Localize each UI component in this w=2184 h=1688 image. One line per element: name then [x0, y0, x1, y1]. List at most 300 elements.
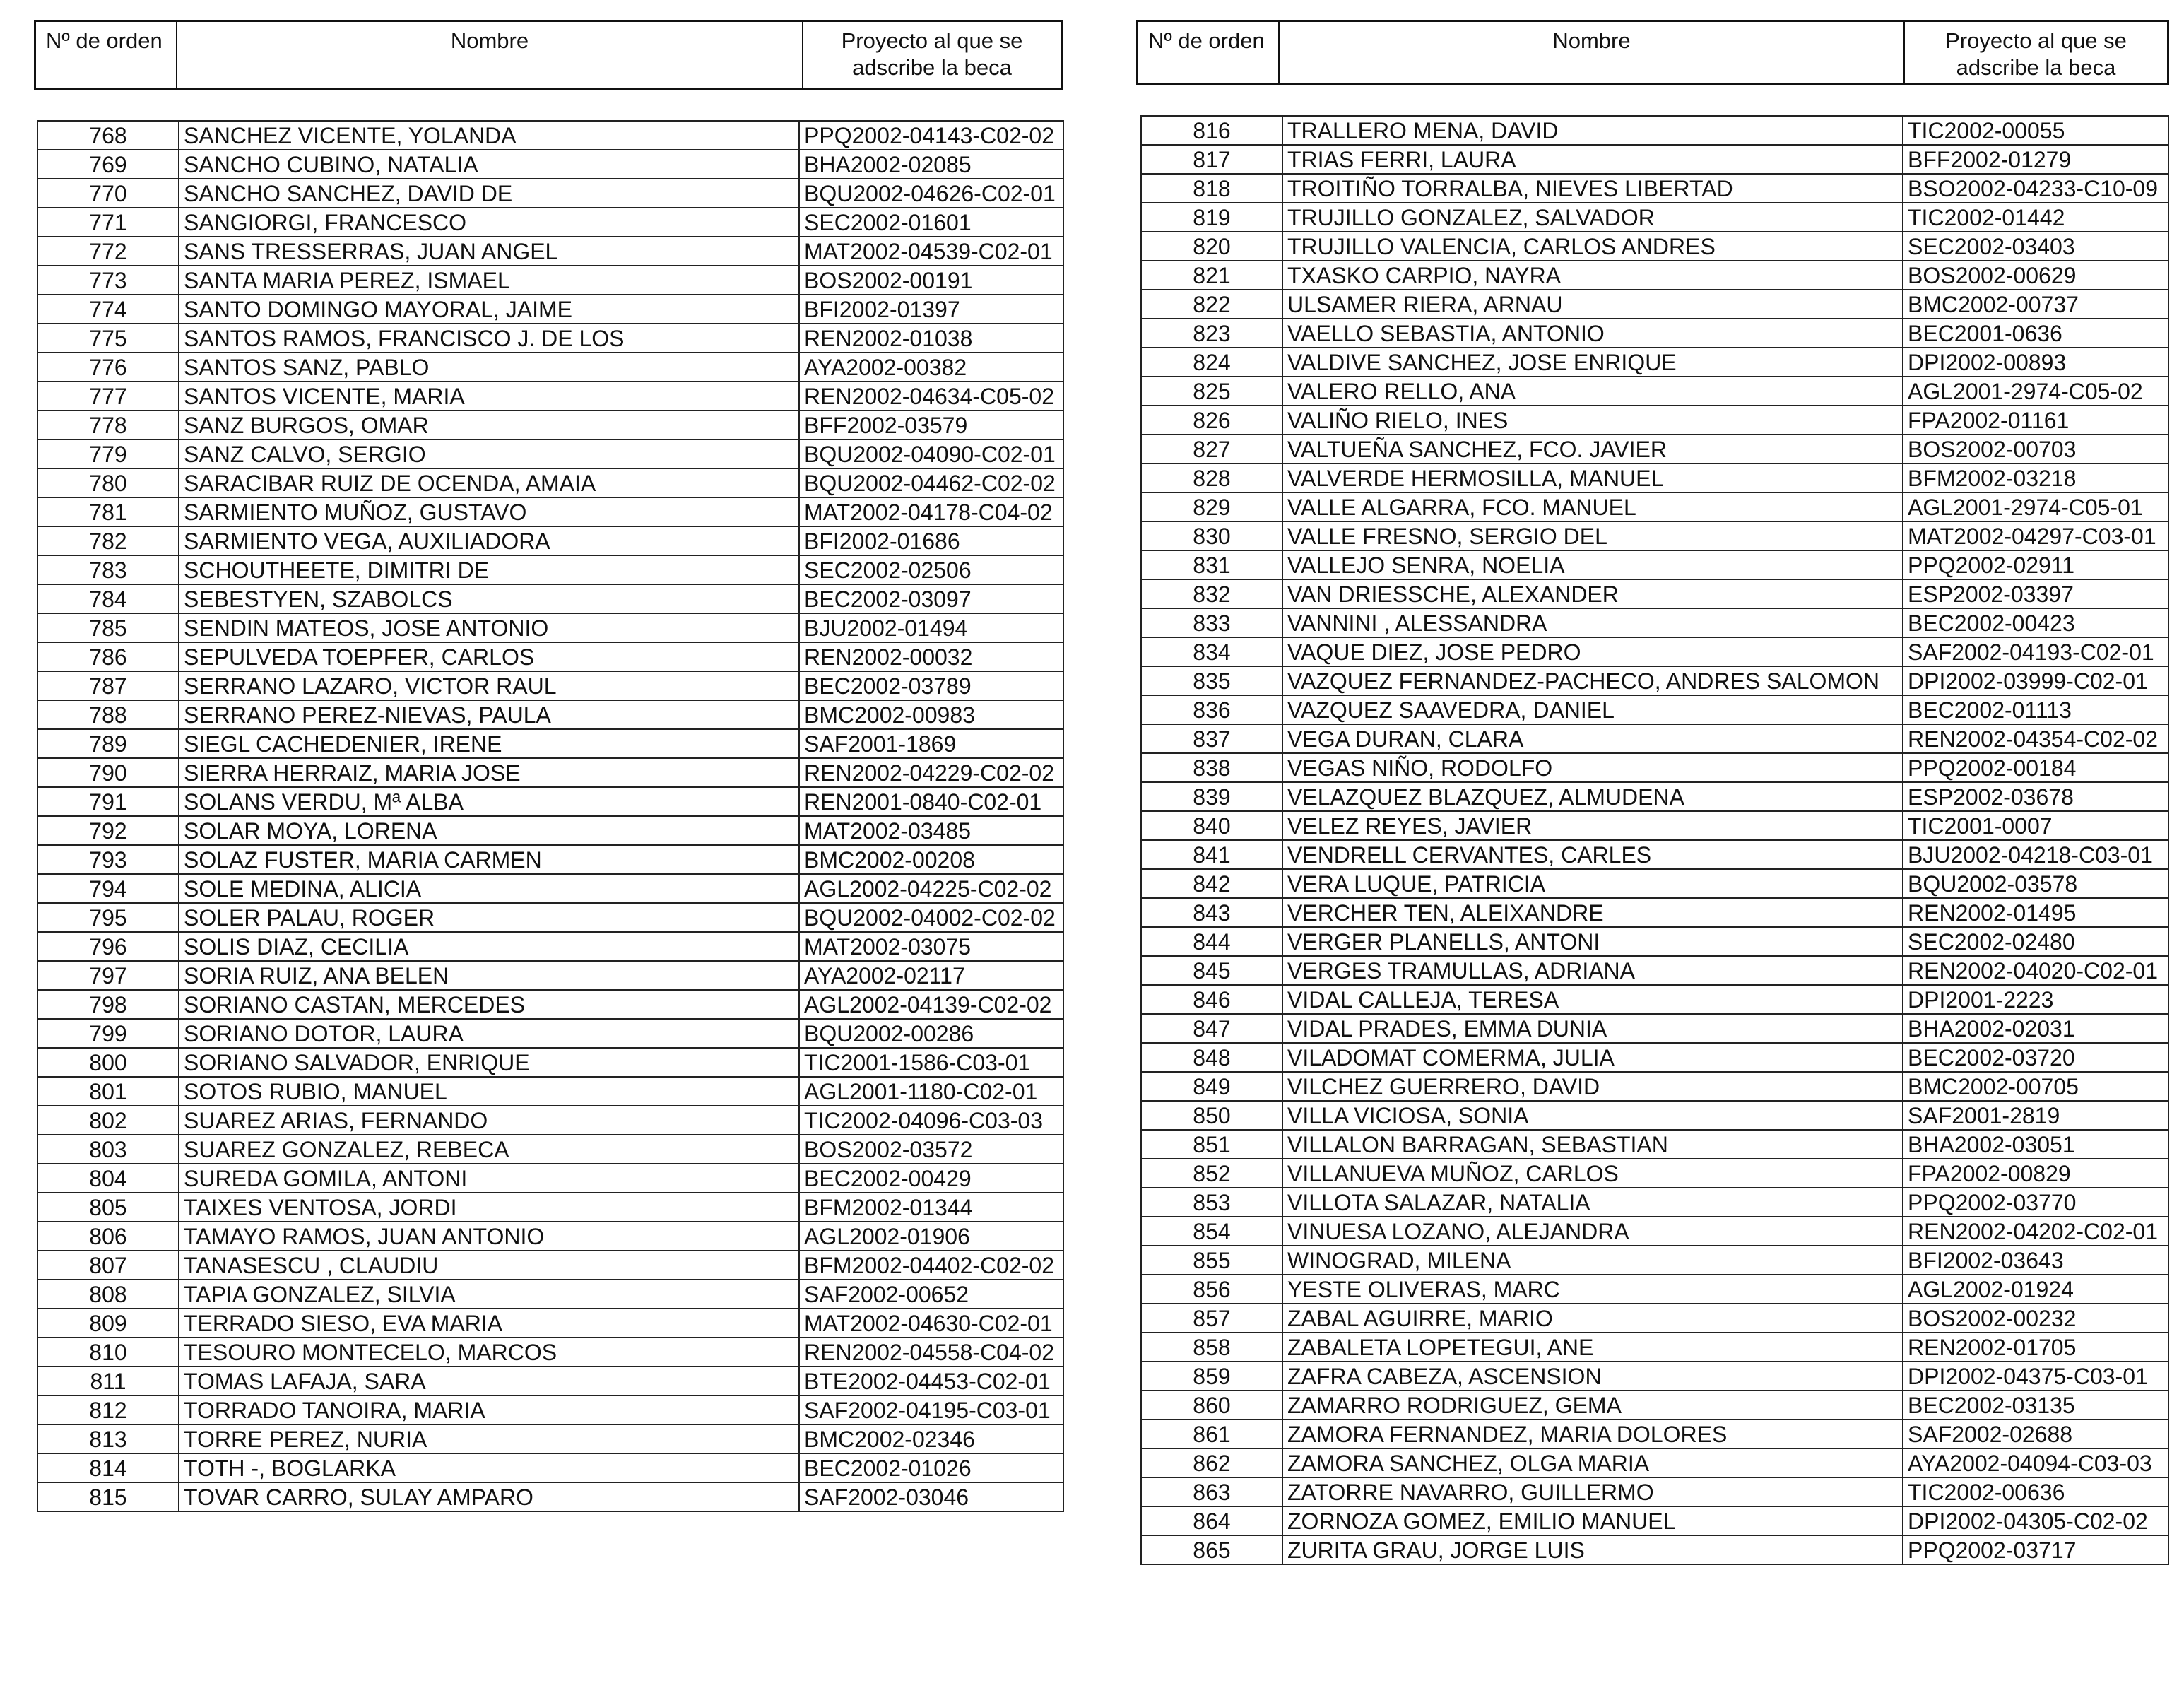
row-nombre: SANCHEZ VICENTE, YOLANDA [179, 121, 799, 150]
row-nombre: ZAMORA SANCHEZ, OLGA MARIA [1282, 1448, 1903, 1477]
table-row [37, 382, 1063, 411]
row-proyecto: MAT2002-04630-C02-01 [799, 1309, 1063, 1338]
row-proyecto: ESP2002-03678 [1903, 782, 2168, 811]
row-nombre: SIERRA HERRAIZ, MARIA JOSE [179, 758, 799, 787]
row-orden: 863 [1141, 1477, 1282, 1506]
row-proyecto: BEC2002-00423 [1903, 608, 2168, 637]
row-nombre: VALLE ALGARRA, FCO. MANUEL [1282, 492, 1903, 521]
header-orden: Nº de orden [1138, 22, 1280, 83]
row-nombre: TORRE PEREZ, NURIA [179, 1424, 799, 1453]
row-orden: 847 [1141, 1014, 1282, 1043]
row-orden: 786 [37, 642, 179, 671]
row-proyecto: PPQ2002-04143-C02-02 [799, 121, 1063, 150]
table-row [37, 1367, 1063, 1395]
row-proyecto: TIC2002-00636 [1903, 1477, 2168, 1506]
row-orden: 816 [1141, 116, 1282, 145]
table-row [37, 555, 1063, 584]
row-nombre: SORIANO CASTAN, MERCEDES [179, 990, 799, 1019]
row-nombre: VILADOMAT COMERMA, JULIA [1282, 1043, 1903, 1072]
table-row [1141, 1304, 2168, 1333]
row-nombre: ZAMORA FERNANDEZ, MARIA DOLORES [1282, 1420, 1903, 1448]
row-proyecto: BMC2002-00705 [1903, 1072, 2168, 1101]
row-orden: 834 [1141, 637, 1282, 666]
row-proyecto: SAF2001-1869 [799, 729, 1063, 758]
table-row [1141, 1391, 2168, 1420]
table-row [37, 1482, 1063, 1511]
row-proyecto: BMC2002-00737 [1903, 290, 2168, 319]
row-orden: 820 [1141, 232, 1282, 261]
table-row [1141, 1130, 2168, 1159]
row-orden: 857 [1141, 1304, 1282, 1333]
row-orden: 858 [1141, 1333, 1282, 1362]
row-orden: 770 [37, 179, 179, 208]
row-proyecto: SEC2002-02480 [1903, 927, 2168, 956]
table-row [37, 266, 1063, 295]
row-proyecto: FPA2002-00829 [1903, 1159, 2168, 1188]
row-nombre: VILLA VICIOSA, SONIA [1282, 1101, 1903, 1130]
row-nombre: ZATORRE NAVARRO, GUILLERMO [1282, 1477, 1903, 1506]
row-proyecto: BFI2002-01686 [799, 526, 1063, 555]
row-nombre: VALVERDE HERMOSILLA, MANUEL [1282, 464, 1903, 492]
table-row [37, 439, 1063, 468]
row-orden: 806 [37, 1222, 179, 1251]
row-proyecto: BFM2002-03218 [1903, 464, 2168, 492]
row-nombre: VALTUEÑA SANCHEZ, FCO. JAVIER [1282, 435, 1903, 464]
row-nombre: VAZQUEZ FERNANDEZ-PACHECO, ANDRES SALOMON [1282, 666, 1903, 695]
table-row [1141, 1014, 2168, 1043]
row-proyecto: BQU2002-04090-C02-01 [799, 439, 1063, 468]
row-proyecto: BQU2002-04002-C02-02 [799, 903, 1063, 932]
table-row [1141, 406, 2168, 435]
row-proyecto: AGL2001-2974-C05-02 [1903, 377, 2168, 406]
table-row [1141, 840, 2168, 869]
row-proyecto: BFI2002-03643 [1903, 1246, 2168, 1275]
table-row [1141, 898, 2168, 927]
row-orden: 851 [1141, 1130, 1282, 1159]
row-orden: 795 [37, 903, 179, 932]
row-orden: 825 [1141, 377, 1282, 406]
row-orden: 853 [1141, 1188, 1282, 1217]
table-row [1141, 695, 2168, 724]
row-orden: 789 [37, 729, 179, 758]
table-row [1141, 1101, 2168, 1130]
table-row [37, 150, 1063, 179]
row-proyecto: AYA2002-04094-C03-03 [1903, 1448, 2168, 1477]
row-nombre: SOLER PALAU, ROGER [179, 903, 799, 932]
row-nombre: SANTOS VICENTE, MARIA [179, 382, 799, 411]
row-orden: 798 [37, 990, 179, 1019]
row-nombre: SERRANO PEREZ-NIEVAS, PAULA [179, 700, 799, 729]
row-nombre: VALIÑO RIELO, INES [1282, 406, 1903, 435]
table-row [1141, 348, 2168, 377]
row-orden: 859 [1141, 1362, 1282, 1391]
row-proyecto: REN2002-01705 [1903, 1333, 2168, 1362]
row-orden: 800 [37, 1048, 179, 1077]
row-orden: 771 [37, 208, 179, 237]
row-proyecto: BQU2002-03578 [1903, 869, 2168, 898]
row-orden: 815 [37, 1482, 179, 1511]
table-row [1141, 145, 2168, 174]
row-orden: 832 [1141, 579, 1282, 608]
row-orden: 841 [1141, 840, 1282, 869]
table-row [37, 237, 1063, 266]
table-row [1141, 1072, 2168, 1101]
row-proyecto: TIC2001-0007 [1903, 811, 2168, 840]
table-row [37, 295, 1063, 324]
table-row [1141, 464, 2168, 492]
row-proyecto: BQU2002-00286 [799, 1019, 1063, 1048]
table-row [1141, 319, 2168, 348]
table-row [1141, 492, 2168, 521]
row-proyecto: BEC2002-01113 [1903, 695, 2168, 724]
row-orden: 844 [1141, 927, 1282, 956]
row-proyecto: BEC2002-03789 [799, 671, 1063, 700]
row-nombre: VILLANUEVA MUÑOZ, CARLOS [1282, 1159, 1903, 1188]
table-row [1141, 1188, 2168, 1217]
row-proyecto: DPI2001-2223 [1903, 985, 2168, 1014]
row-proyecto: BOS2002-03572 [799, 1135, 1063, 1164]
table-row [37, 903, 1063, 932]
row-nombre: VAELLO SEBASTIA, ANTONIO [1282, 319, 1903, 348]
row-proyecto: BEC2002-01026 [799, 1453, 1063, 1482]
header-proyecto-line2: adscribe la beca [1956, 55, 2116, 80]
header-nombre: Nombre [177, 22, 803, 88]
header-nombre: Nombre [1280, 22, 1905, 83]
table-row [1141, 550, 2168, 579]
row-proyecto: BFF2002-01279 [1903, 145, 2168, 174]
row-proyecto: REN2002-01495 [1903, 898, 2168, 927]
row-orden: 782 [37, 526, 179, 555]
table-row [37, 874, 1063, 903]
row-orden: 855 [1141, 1246, 1282, 1275]
row-orden: 779 [37, 439, 179, 468]
row-proyecto: ESP2002-03397 [1903, 579, 2168, 608]
row-orden: 783 [37, 555, 179, 584]
row-nombre: SARMIENTO VEGA, AUXILIADORA [179, 526, 799, 555]
table-row [37, 932, 1063, 961]
right-table-body [1141, 116, 2168, 1564]
table-row [1141, 203, 2168, 232]
row-proyecto: AYA2002-02117 [799, 961, 1063, 990]
row-nombre: TORRADO TANOIRA, MARIA [179, 1395, 799, 1424]
table-row [37, 324, 1063, 353]
table-row [1141, 232, 2168, 261]
row-nombre: SOLAZ FUSTER, MARIA CARMEN [179, 845, 799, 874]
row-proyecto: AYA2002-00382 [799, 353, 1063, 382]
row-orden: 791 [37, 787, 179, 816]
row-proyecto: DPI2002-03999-C02-01 [1903, 666, 2168, 695]
header-orden: Nº de orden [36, 22, 177, 88]
row-proyecto: REN2002-01038 [799, 324, 1063, 353]
row-nombre: SEPULVEDA TOEPFER, CARLOS [179, 642, 799, 671]
row-orden: 823 [1141, 319, 1282, 348]
table-row [37, 1453, 1063, 1482]
table-row [37, 1280, 1063, 1309]
row-proyecto: BOS2002-00703 [1903, 435, 2168, 464]
row-nombre: TOMAS LAFAJA, SARA [179, 1367, 799, 1395]
row-nombre: SUAREZ ARIAS, FERNANDO [179, 1106, 799, 1135]
table-row [37, 729, 1063, 758]
table-row [37, 1135, 1063, 1164]
table-row [37, 1164, 1063, 1193]
row-nombre: SIEGL CACHEDENIER, IRENE [179, 729, 799, 758]
row-proyecto: DPI2002-04305-C02-02 [1903, 1506, 2168, 1535]
table-row [37, 179, 1063, 208]
row-proyecto: REN2002-00032 [799, 642, 1063, 671]
table-row [1141, 1477, 2168, 1506]
row-orden: 810 [37, 1338, 179, 1367]
row-nombre: SANTO DOMINGO MAYORAL, JAIME [179, 295, 799, 324]
row-proyecto: REN2002-04354-C02-02 [1903, 724, 2168, 753]
table-row [1141, 927, 2168, 956]
table-row [1141, 811, 2168, 840]
row-nombre: VILCHEZ GUERRERO, DAVID [1282, 1072, 1903, 1101]
row-orden: 809 [37, 1309, 179, 1338]
row-proyecto: DPI2002-00893 [1903, 348, 2168, 377]
table-row [37, 1106, 1063, 1135]
table-row [37, 642, 1063, 671]
row-proyecto: BOS2002-00191 [799, 266, 1063, 295]
left-table-body [37, 121, 1063, 1511]
row-orden: 772 [37, 237, 179, 266]
row-nombre: TRUJILLO GONZALEZ, SALVADOR [1282, 203, 1903, 232]
row-orden: 850 [1141, 1101, 1282, 1130]
row-orden: 835 [1141, 666, 1282, 695]
row-nombre: VAQUE DIEZ, JOSE PEDRO [1282, 637, 1903, 666]
row-nombre: VAZQUEZ SAAVEDRA, DANIEL [1282, 695, 1903, 724]
row-proyecto: AGL2001-2974-C05-01 [1903, 492, 2168, 521]
table-row [1141, 290, 2168, 319]
row-nombre: SANGIORGI, FRANCESCO [179, 208, 799, 237]
row-orden: 804 [37, 1164, 179, 1193]
row-nombre: SENDIN MATEOS, JOSE ANTONIO [179, 613, 799, 642]
table-row [37, 411, 1063, 439]
table-row [1141, 637, 2168, 666]
row-nombre: SANZ CALVO, SERGIO [179, 439, 799, 468]
row-orden: 796 [37, 932, 179, 961]
row-proyecto: AGL2002-04139-C02-02 [799, 990, 1063, 1019]
row-proyecto: REN2002-04229-C02-02 [799, 758, 1063, 787]
table-row [1141, 261, 2168, 290]
row-nombre: ZAFRA CABEZA, ASCENSION [1282, 1362, 1903, 1391]
table-row [37, 990, 1063, 1019]
row-proyecto: BJU2002-04218-C03-01 [1903, 840, 2168, 869]
row-nombre: TESOURO MONTECELO, MARCOS [179, 1338, 799, 1367]
row-nombre: ZABALETA LOPETEGUI, ANE [1282, 1333, 1903, 1362]
row-proyecto: BEC2002-00429 [799, 1164, 1063, 1193]
row-orden: 807 [37, 1251, 179, 1280]
row-orden: 811 [37, 1367, 179, 1395]
row-orden: 837 [1141, 724, 1282, 753]
row-orden: 801 [37, 1077, 179, 1106]
row-nombre: SANS TRESSERRAS, JUAN ANGEL [179, 237, 799, 266]
row-nombre: SOLANS VERDU, Mª ALBA [179, 787, 799, 816]
table-row [1141, 1362, 2168, 1391]
table-row [37, 700, 1063, 729]
row-proyecto: BEC2002-03135 [1903, 1391, 2168, 1420]
row-proyecto: BQU2002-04626-C02-01 [799, 179, 1063, 208]
table-row [37, 1048, 1063, 1077]
row-nombre: SORIANO SALVADOR, ENRIQUE [179, 1048, 799, 1077]
row-orden: 821 [1141, 261, 1282, 290]
row-orden: 846 [1141, 985, 1282, 1014]
row-nombre: SOLIS DIAZ, CECILIA [179, 932, 799, 961]
row-nombre: VERCHER TEN, ALEIXANDRE [1282, 898, 1903, 927]
row-proyecto: REN2001-0840-C02-01 [799, 787, 1063, 816]
right-table-header [1136, 20, 2169, 85]
table-row [1141, 1217, 2168, 1246]
row-nombre: SANZ BURGOS, OMAR [179, 411, 799, 439]
row-nombre: YESTE OLIVERAS, MARC [1282, 1275, 1903, 1304]
row-proyecto: BHA2002-02031 [1903, 1014, 2168, 1043]
row-nombre: SORIA RUIZ, ANA BELEN [179, 961, 799, 990]
row-orden: 838 [1141, 753, 1282, 782]
row-nombre: TAIXES VENTOSA, JORDI [179, 1193, 799, 1222]
table-row [1141, 1506, 2168, 1535]
row-orden: 827 [1141, 435, 1282, 464]
row-orden: 843 [1141, 898, 1282, 927]
row-orden: 818 [1141, 174, 1282, 203]
table-row [37, 208, 1063, 237]
table-row [37, 1309, 1063, 1338]
row-orden: 852 [1141, 1159, 1282, 1188]
table-row [1141, 377, 2168, 406]
table-row [37, 468, 1063, 497]
row-proyecto: BJU2002-01494 [799, 613, 1063, 642]
row-orden: 787 [37, 671, 179, 700]
row-proyecto: BFM2002-04402-C02-02 [799, 1251, 1063, 1280]
row-orden: 854 [1141, 1217, 1282, 1246]
table-row [37, 584, 1063, 613]
row-nombre: VALERO RELLO, ANA [1282, 377, 1903, 406]
row-orden: 830 [1141, 521, 1282, 550]
row-proyecto: BMC2002-00983 [799, 700, 1063, 729]
row-proyecto: REN2002-04202-C02-01 [1903, 1217, 2168, 1246]
row-nombre: VAN DRIESSCHE, ALEXANDER [1282, 579, 1903, 608]
row-nombre: SERRANO LAZARO, VICTOR RAUL [179, 671, 799, 700]
row-orden: 849 [1141, 1072, 1282, 1101]
table-row [37, 1424, 1063, 1453]
row-proyecto: BFF2002-03579 [799, 411, 1063, 439]
row-proyecto: BOS2002-00629 [1903, 261, 2168, 290]
row-nombre: SUREDA GOMILA, ANTONI [179, 1164, 799, 1193]
row-orden: 774 [37, 295, 179, 324]
row-nombre: VALLEJO SENRA, NOELIA [1282, 550, 1903, 579]
row-orden: 788 [37, 700, 179, 729]
row-nombre: VILLOTA SALAZAR, NATALIA [1282, 1188, 1903, 1217]
row-proyecto: MAT2002-03485 [799, 816, 1063, 845]
row-proyecto: BEC2002-03720 [1903, 1043, 2168, 1072]
row-orden: 819 [1141, 203, 1282, 232]
row-proyecto: PPQ2002-03770 [1903, 1188, 2168, 1217]
row-nombre: TOTH -, BOGLARKA [179, 1453, 799, 1482]
row-proyecto: TIC2001-1586-C03-01 [799, 1048, 1063, 1077]
row-orden: 802 [37, 1106, 179, 1135]
right-table [1140, 115, 2169, 1565]
row-orden: 812 [37, 1395, 179, 1424]
row-proyecto: TIC2002-04096-C03-03 [799, 1106, 1063, 1135]
row-orden: 833 [1141, 608, 1282, 637]
table-row [1141, 666, 2168, 695]
row-proyecto: AGL2001-1180-C02-01 [799, 1077, 1063, 1106]
row-proyecto: SEC2002-01601 [799, 208, 1063, 237]
row-proyecto: BMC2002-02346 [799, 1424, 1063, 1453]
row-nombre: SOLAR MOYA, LORENA [179, 816, 799, 845]
table-row [37, 526, 1063, 555]
table-row [1141, 521, 2168, 550]
table-row [37, 353, 1063, 382]
table-row [37, 961, 1063, 990]
header-proyecto-line1: Proyecto al que se [841, 28, 1023, 53]
row-nombre: TANASESCU , CLAUDIU [179, 1251, 799, 1280]
row-nombre: TXASKO CARPIO, NAYRA [1282, 261, 1903, 290]
row-nombre: VENDRELL CERVANTES, CARLES [1282, 840, 1903, 869]
row-nombre: VERGER PLANELLS, ANTONI [1282, 927, 1903, 956]
row-nombre: TRUJILLO VALENCIA, CARLOS ANDRES [1282, 232, 1903, 261]
row-orden: 845 [1141, 956, 1282, 985]
row-orden: 865 [1141, 1535, 1282, 1564]
header-proyecto [1905, 22, 2167, 83]
table-row [1141, 1333, 2168, 1362]
row-nombre: SCHOUTHEETE, DIMITRI DE [179, 555, 799, 584]
row-nombre: ZABAL AGUIRRE, MARIO [1282, 1304, 1903, 1333]
row-orden: 769 [37, 150, 179, 179]
row-proyecto: BFM2002-01344 [799, 1193, 1063, 1222]
row-orden: 856 [1141, 1275, 1282, 1304]
row-nombre: SOTOS RUBIO, MANUEL [179, 1077, 799, 1106]
row-nombre: ZORNOZA GOMEZ, EMILIO MANUEL [1282, 1506, 1903, 1535]
table-row [1141, 985, 2168, 1014]
row-nombre: TOVAR CARRO, SULAY AMPARO [179, 1482, 799, 1511]
table-row [1141, 1420, 2168, 1448]
row-orden: 784 [37, 584, 179, 613]
row-orden: 799 [37, 1019, 179, 1048]
row-nombre: VELEZ REYES, JAVIER [1282, 811, 1903, 840]
row-orden: 780 [37, 468, 179, 497]
left-table [37, 120, 1064, 1512]
row-proyecto: BQU2002-04462-C02-02 [799, 468, 1063, 497]
row-orden: 777 [37, 382, 179, 411]
row-orden: 775 [37, 324, 179, 353]
row-orden: 861 [1141, 1420, 1282, 1448]
row-nombre: ZURITA GRAU, JORGE LUIS [1282, 1535, 1903, 1564]
row-nombre: VEGA DURAN, CLARA [1282, 724, 1903, 753]
row-nombre: ZAMARRO RODRIGUEZ, GEMA [1282, 1391, 1903, 1420]
left-table-header [34, 20, 1063, 90]
row-orden: 794 [37, 874, 179, 903]
row-proyecto: REN2002-04020-C02-01 [1903, 956, 2168, 985]
row-orden: 808 [37, 1280, 179, 1309]
row-orden: 790 [37, 758, 179, 787]
row-nombre: TERRADO SIESO, EVA MARIA [179, 1309, 799, 1338]
table-row [1141, 116, 2168, 145]
table-row [1141, 608, 2168, 637]
table-row [1141, 1275, 2168, 1304]
row-nombre: SOLE MEDINA, ALICIA [179, 874, 799, 903]
row-orden: 831 [1141, 550, 1282, 579]
row-proyecto: MAT2002-04178-C04-02 [799, 497, 1063, 526]
table-row [1141, 869, 2168, 898]
table-row [37, 1193, 1063, 1222]
row-nombre: SANTOS SANZ, PABLO [179, 353, 799, 382]
row-nombre: VILLALON BARRAGAN, SEBASTIAN [1282, 1130, 1903, 1159]
row-proyecto: REN2002-04558-C04-02 [799, 1338, 1063, 1367]
row-orden: 860 [1141, 1391, 1282, 1420]
row-nombre: TAPIA GONZALEZ, SILVIA [179, 1280, 799, 1309]
table-row [1141, 174, 2168, 203]
table-row [37, 1395, 1063, 1424]
row-proyecto: BHA2002-02085 [799, 150, 1063, 179]
